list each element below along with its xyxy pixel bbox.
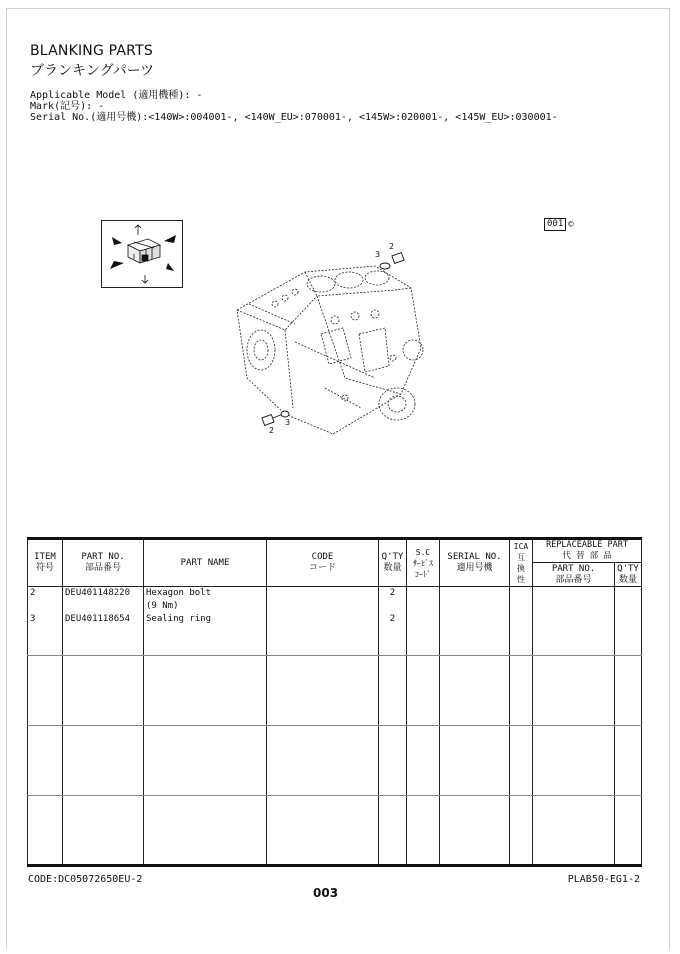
col-part-no: PART NO. 部品番号 [63, 539, 144, 587]
cell-item: 2 [28, 587, 63, 614]
engine-block-illustration [225, 238, 445, 438]
figure-reference [544, 218, 574, 231]
cell-part-no: DEU401148220 [63, 587, 144, 614]
cell-qty: 2 [379, 587, 407, 614]
col-rep-part-no: PART NO. 部品番号 [533, 563, 615, 587]
col-code: CODE コード [267, 539, 379, 587]
table-row [28, 613, 642, 655]
engine-block-diagram [225, 238, 445, 438]
table-row [28, 587, 642, 614]
col-item: ITEM 符号 [28, 539, 63, 587]
page-title-jp: ブランキングパーツ [30, 63, 155, 79]
table-row-empty [28, 795, 642, 865]
cell-part-name: Sealing ring [144, 613, 267, 655]
footer-code: CODE:DC05072650EU-2 [28, 874, 143, 885]
cell-item: 3 [28, 613, 63, 655]
footer-reference: PLAB50-EG1-2 [567, 874, 640, 885]
orientation-icon [102, 221, 182, 287]
col-qty: Q'TY 数量 [379, 539, 407, 587]
table-row-empty [28, 725, 642, 795]
col-part-name: PART NAME [144, 539, 267, 587]
col-ica: ICA 互 換 性 [510, 539, 533, 587]
figure-ref-symbol: © [568, 219, 574, 230]
page-title: BLANKING PARTS [30, 43, 153, 59]
orientation-inset [101, 220, 183, 288]
serial-numbers: Serial No.(適用号機):<140W>:004001-, <140W_EU>:070001-, <145W>:020001-, <145W_EU>:030001- [30, 112, 558, 123]
col-replaceable-part: REPLACEABLE PART 代 替 部 品 [533, 539, 642, 563]
callout-2-top: 2 [389, 242, 395, 251]
callout-2-bottom: 2 [269, 426, 275, 435]
mark: Mark(記号): - [30, 101, 105, 112]
applicable-model: Applicable Model (適用機種): - [30, 90, 203, 101]
cell-part-name: Hexagon bolt (9 Nm) [144, 587, 267, 614]
figure-ref-number: 001 [544, 218, 566, 231]
callout-3-bottom: 3 [285, 418, 291, 427]
col-rep-qty: Q'TY 数量 [615, 563, 642, 587]
cell-part-no: DEU401118654 [63, 613, 144, 655]
col-sc: S.C ｻｰﾋﾞｽ ｺｰﾄﾞ [407, 539, 440, 587]
parts-table [27, 537, 642, 867]
callout-3-top: 3 [375, 250, 381, 259]
page-number: 003 [313, 886, 339, 900]
table-row-empty [28, 655, 642, 725]
cell-qty: 2 [379, 613, 407, 655]
col-serial-no: SERIAL NO. 適用号機 [440, 539, 510, 587]
